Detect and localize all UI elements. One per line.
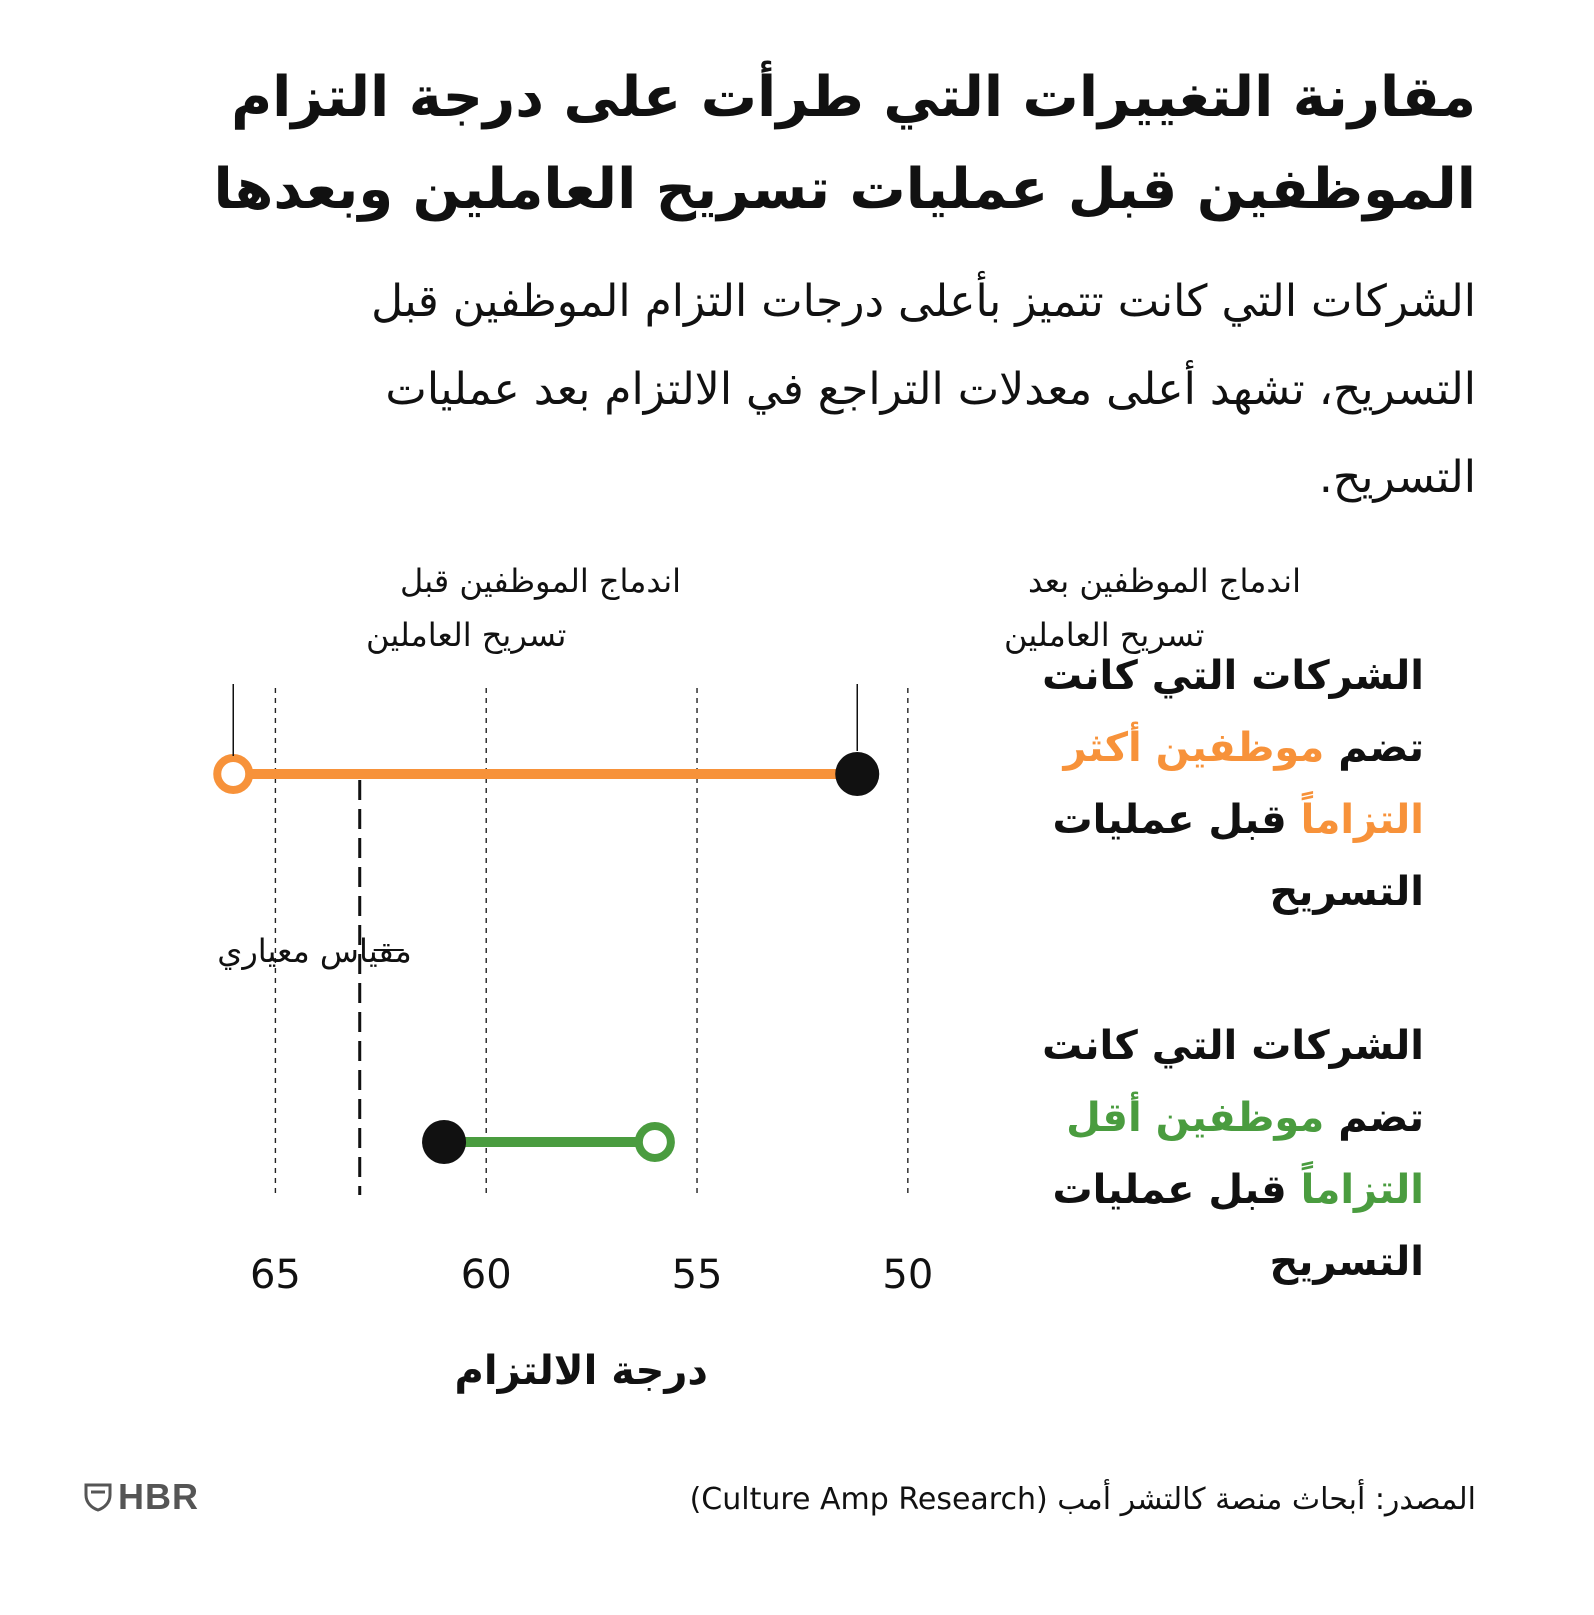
after-point bbox=[835, 752, 879, 796]
source-note: المصدر: أبحاث منصة كالتشر أمب (Culture Amp Research) bbox=[689, 1482, 1476, 1517]
x-tick-label: 55 bbox=[671, 1252, 723, 1298]
gridlines bbox=[275, 688, 907, 1195]
legend-after-label: تسريح العاملين bbox=[1004, 616, 1205, 654]
series bbox=[217, 752, 879, 1164]
row-label-high-engagement bbox=[1004, 640, 1424, 928]
x-axis-label: درجة الالتزام bbox=[454, 1348, 708, 1394]
chart-subtitle: الشركات التي كانت تتميز بأعلى درجات التزام الموظفين قبل التسريح، تشهد أعلى معدلات التراجع في الالتزام بعد عمليات التسريح. bbox=[371, 276, 1476, 503]
row-label-text: الشركات التي كانت تضم bbox=[1042, 1023, 1424, 1141]
row-label-text: قبل عمليات التسريح bbox=[1052, 797, 1424, 915]
row-label-low-engagement bbox=[1004, 1010, 1424, 1298]
before-point bbox=[639, 1126, 671, 1158]
legend-before-label: تسريح العاملين bbox=[366, 616, 567, 654]
benchmark bbox=[217, 780, 411, 1195]
x-tick-label: 60 bbox=[460, 1252, 512, 1298]
x-tick-label: 65 bbox=[249, 1252, 301, 1298]
legend-after-label: اندماج الموظفين بعد bbox=[1028, 562, 1301, 600]
chart-title: مقارنة التغييرات التي طرأت على درجة التزام الموظفين قبل عمليات تسريح العاملين وبعدها bbox=[213, 65, 1476, 222]
row-label-highlight: موظفين أقل التزاماً bbox=[1066, 1095, 1424, 1213]
row-label-text: قبل عمليات التسريح bbox=[1052, 1167, 1424, 1285]
benchmark-label: مقياس معياري bbox=[217, 932, 412, 970]
before-point bbox=[217, 758, 249, 790]
hbr-logo bbox=[84, 1476, 199, 1518]
shield-icon bbox=[84, 1482, 112, 1512]
logo-text: HBR bbox=[118, 1476, 199, 1517]
after-point bbox=[422, 1120, 466, 1164]
row-label-text: الشركات التي كانت تضم bbox=[1042, 653, 1424, 771]
x-axis bbox=[250, 1252, 933, 1394]
row-label-highlight: موظفين أكثر التزاماً bbox=[1063, 725, 1424, 843]
x-tick-label: 50 bbox=[882, 1252, 934, 1298]
legend-before-label: اندماج الموظفين قبل bbox=[400, 562, 682, 600]
